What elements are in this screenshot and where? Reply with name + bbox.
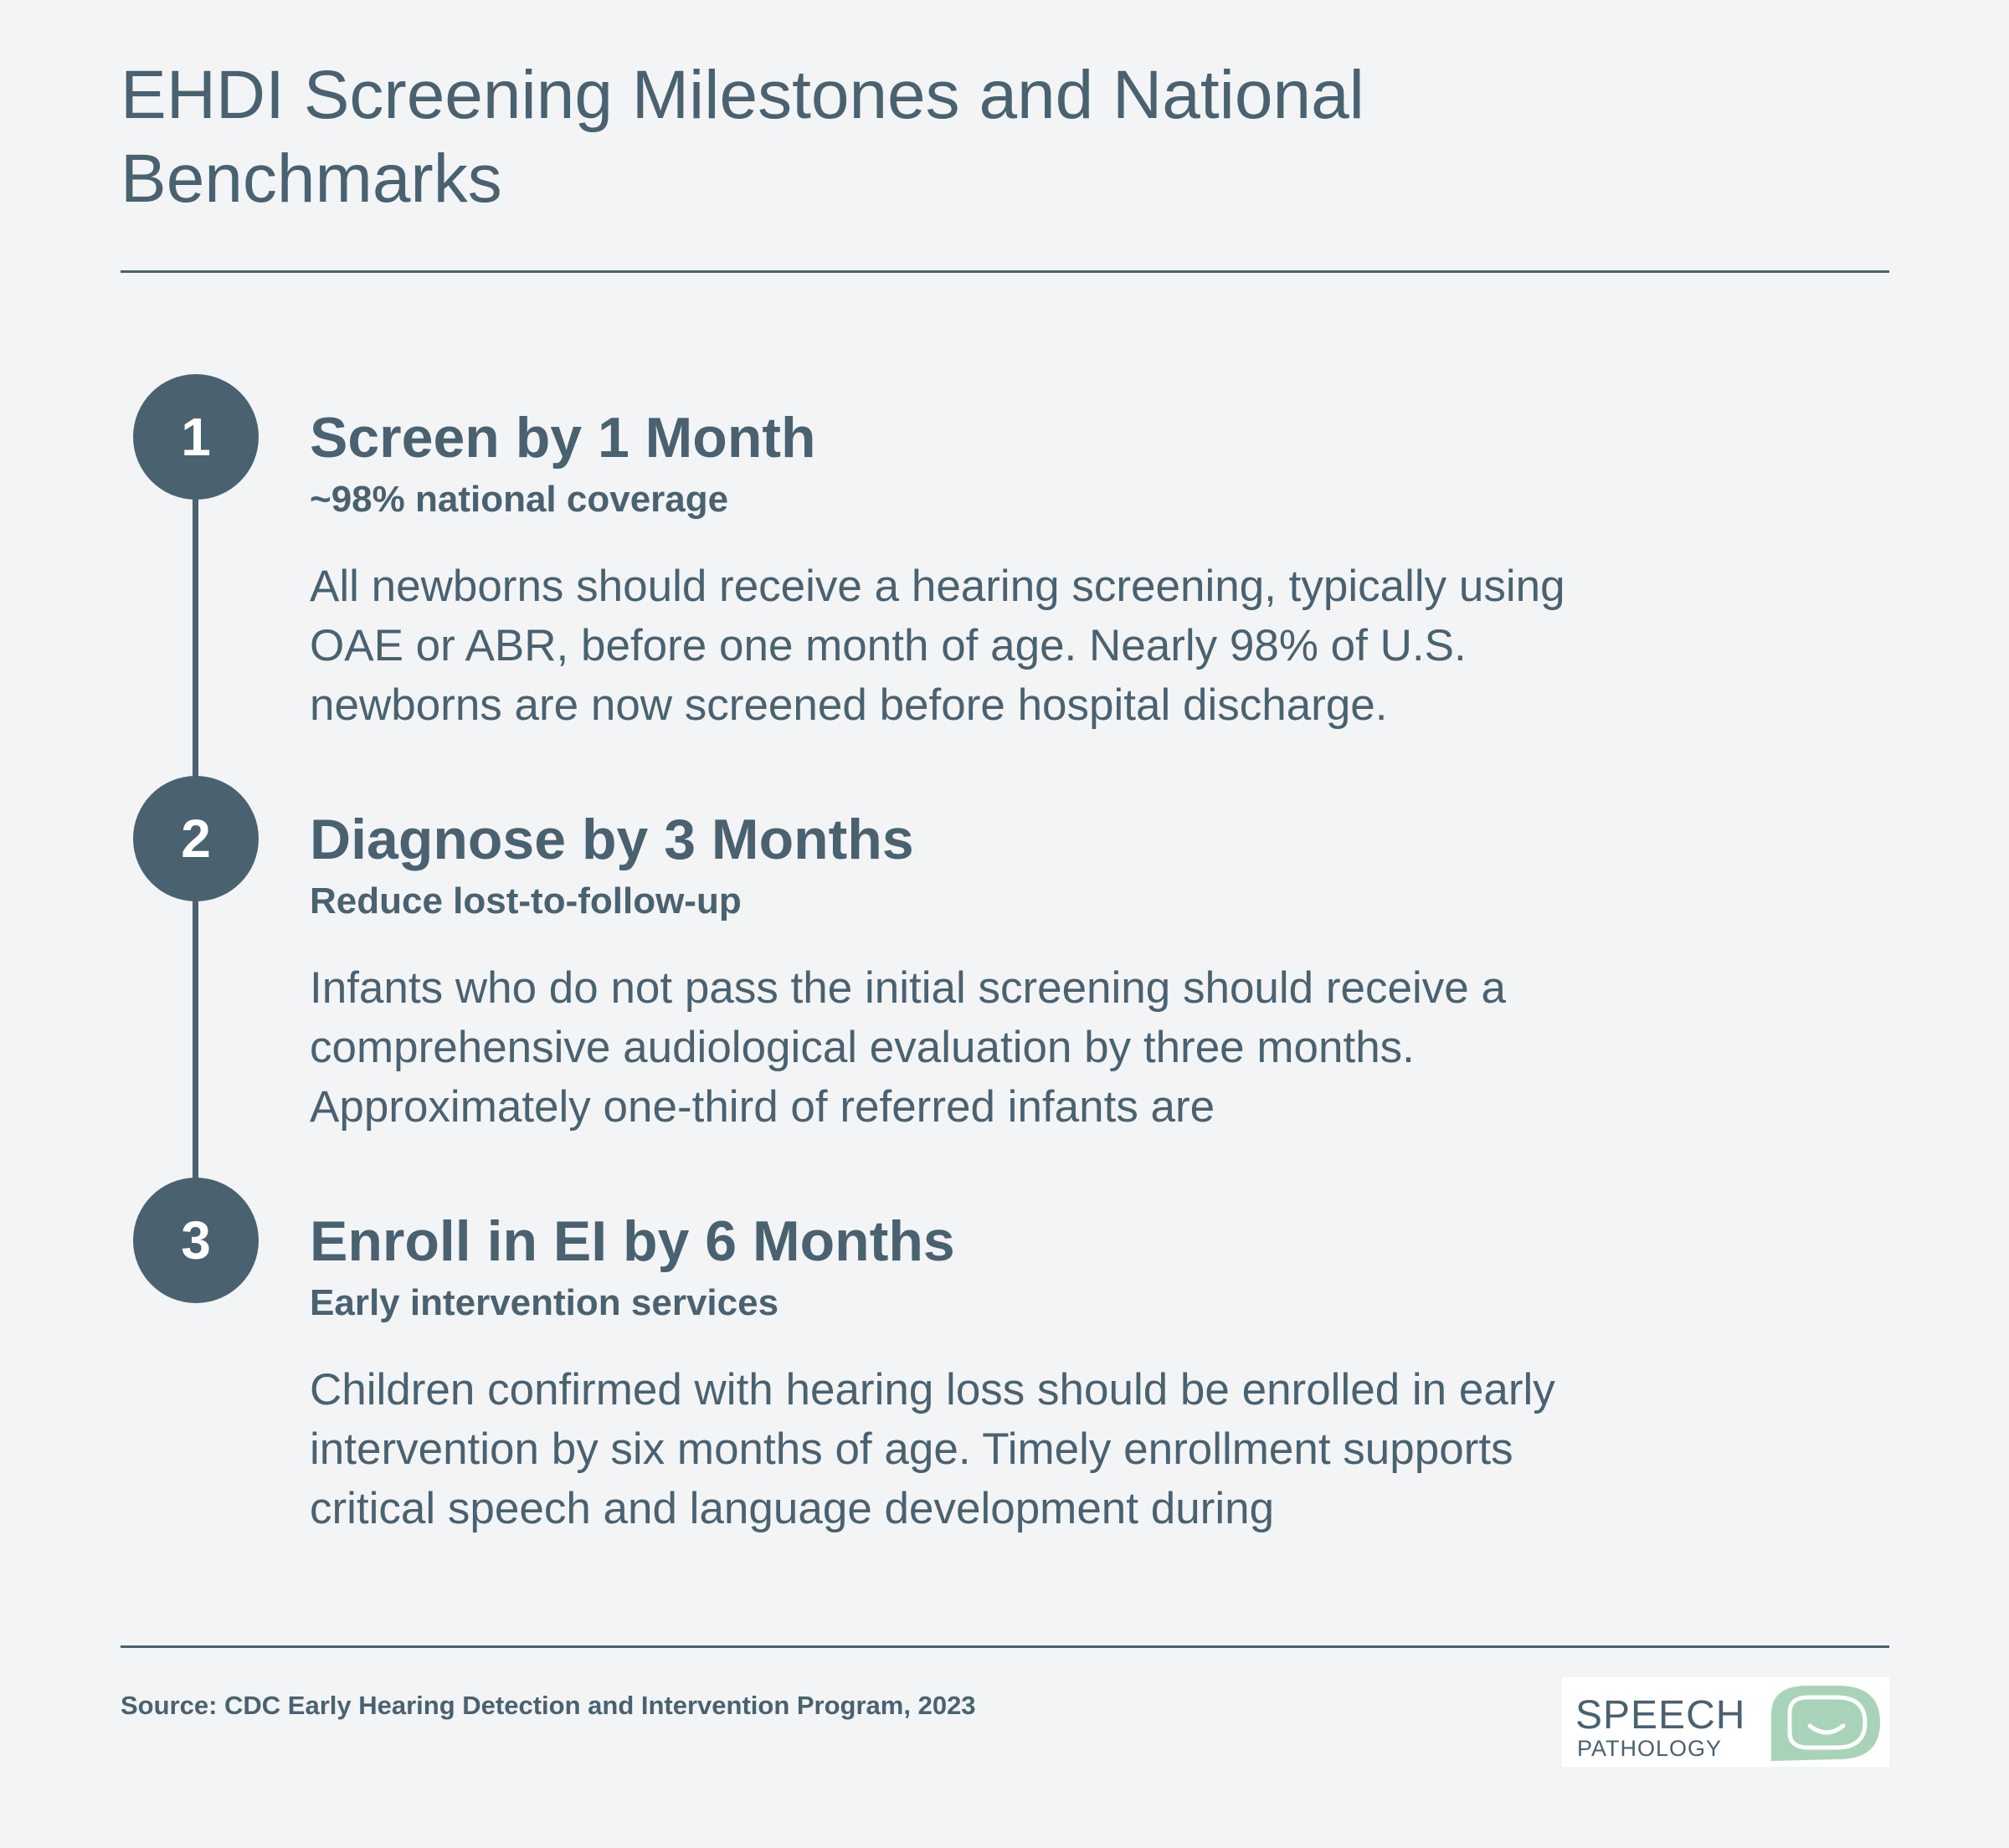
milestone-title: Screen by 1 Month bbox=[310, 406, 816, 470]
speech-bubble-smile-icon bbox=[1761, 1682, 1883, 1763]
step-badge bbox=[133, 776, 259, 901]
milestone-description: Infants who do not pass the initial screening should receive a comprehensive audiological evaluation by three months. Approximately one-third of referred infants are bbox=[310, 963, 1506, 1132]
milestone-title: Diagnose by 3 Months bbox=[310, 808, 914, 871]
page-title: EHDI Screening Milestones and National Benchmarks bbox=[121, 57, 1364, 217]
logo-wordmark-line2: PATHOLOGY bbox=[1577, 1736, 1723, 1761]
step-badge bbox=[133, 374, 259, 500]
logo-wordmark-line1: SPEECH bbox=[1575, 1693, 1746, 1738]
header-divider bbox=[121, 270, 1889, 273]
milestone-item bbox=[310, 404, 1599, 735]
milestone-item bbox=[310, 806, 1599, 1137]
step-number: 1 bbox=[181, 407, 211, 467]
source-citation: Source: CDC Early Hearing Detection and Intervention Program, 2023 bbox=[121, 1691, 976, 1720]
milestone-subtitle: ~98% national coverage bbox=[310, 479, 729, 520]
milestone-description: All newborns should receive a hearing screening, typically using OAE or ABR, before one month of age. Nearly 98% of U.S. newborns are now screened before hospital discharge. bbox=[310, 562, 1565, 730]
footer-divider bbox=[121, 1645, 1889, 1648]
speech-pathology-logo bbox=[1562, 1677, 1889, 1767]
milestone-subtitle: Early intervention services bbox=[310, 1282, 779, 1323]
step-badge bbox=[133, 1178, 259, 1303]
milestone-title: Enroll in EI by 6 Months bbox=[310, 1209, 955, 1273]
step-number: 3 bbox=[181, 1210, 211, 1270]
milestone-description: Children confirmed with hearing loss should be enrolled in early intervention by six months of age. Timely enrollment supports critical speech and language development during bbox=[310, 1365, 1555, 1533]
step-number: 2 bbox=[181, 808, 211, 869]
milestone-item bbox=[310, 1208, 1599, 1538]
milestone-subtitle: Reduce lost-to-follow-up bbox=[310, 880, 742, 921]
